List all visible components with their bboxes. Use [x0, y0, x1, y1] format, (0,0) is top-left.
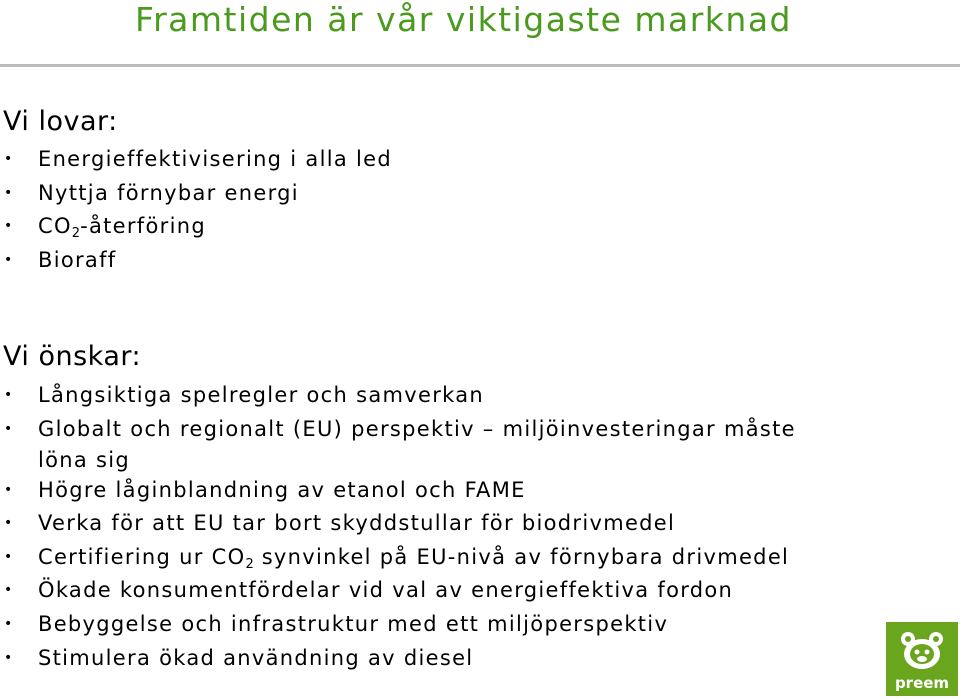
item-text: Ökade konsumentfördelar vid val av energieffektiva fordon — [38, 578, 734, 603]
item-text: Högre låginblandning av etanol och FAME — [38, 477, 526, 502]
bullet-icon: • — [4, 548, 14, 565]
item-text-suffix: synvinkel på EU-nivå av förnybara drivmedel — [253, 544, 790, 569]
section-heading-lovar: Vi lovar: — [3, 106, 118, 137]
item-text: Bioraff — [38, 247, 117, 272]
list-item-continuation: löna sig — [38, 447, 131, 472]
list-item — [0, 413, 796, 446]
lovar-list — [0, 143, 392, 277]
item-text: Stimulera ökad användning av diesel — [38, 645, 474, 670]
subscript: 2 — [71, 226, 81, 242]
bullet-icon: • — [4, 420, 14, 437]
list-item — [0, 642, 796, 676]
list-item — [0, 474, 796, 508]
bullet-icon: • — [4, 582, 14, 599]
list-item — [0, 210, 392, 244]
bullet-icon: • — [4, 615, 14, 632]
subscript: 2 — [245, 556, 254, 572]
section-heading-onskar: Vi önskar: — [3, 341, 142, 372]
bullet-icon: • — [4, 151, 14, 167]
bullet-icon: • — [4, 481, 14, 498]
list-item — [0, 177, 392, 211]
list-item — [0, 244, 392, 278]
list-item — [0, 574, 796, 608]
title-divider — [0, 64, 960, 67]
list-item — [0, 608, 796, 642]
item-text: Bebyggelse och infrastruktur med ett miljöperspektiv — [38, 611, 669, 636]
item-text: Certifiering ur CO — [38, 544, 246, 569]
item-text: Globalt och regionalt (EU) perspektiv – miljöinvesteringar måste — [38, 416, 796, 441]
bullet-icon: • — [4, 218, 14, 235]
onskar-list — [0, 379, 796, 675]
item-text: Långsiktiga spelregler och samverkan — [38, 383, 484, 407]
item-text: Verka för att EU tar bort skyddstullar för biodrivmedel — [38, 511, 676, 536]
item-text: Energieffektivisering i alla led — [38, 147, 392, 171]
list-item — [0, 379, 796, 413]
logo-text: preem — [894, 674, 950, 692]
bullet-icon: • — [4, 184, 14, 201]
bullet-icon: • — [4, 251, 14, 268]
list-item — [0, 143, 392, 177]
preem-logo — [886, 622, 958, 696]
list-item — [0, 541, 796, 575]
slide-title: Framtiden är vår viktigaste marknad — [135, 0, 793, 39]
item-text: Nyttja förnybar energi — [38, 180, 299, 205]
item-text-suffix: -återföring — [80, 214, 206, 239]
bullet-icon: • — [4, 387, 14, 403]
bullet-icon: • — [4, 649, 14, 666]
bullet-icon: • — [4, 515, 14, 532]
list-item — [0, 507, 796, 541]
item-text: CO — [38, 214, 72, 239]
